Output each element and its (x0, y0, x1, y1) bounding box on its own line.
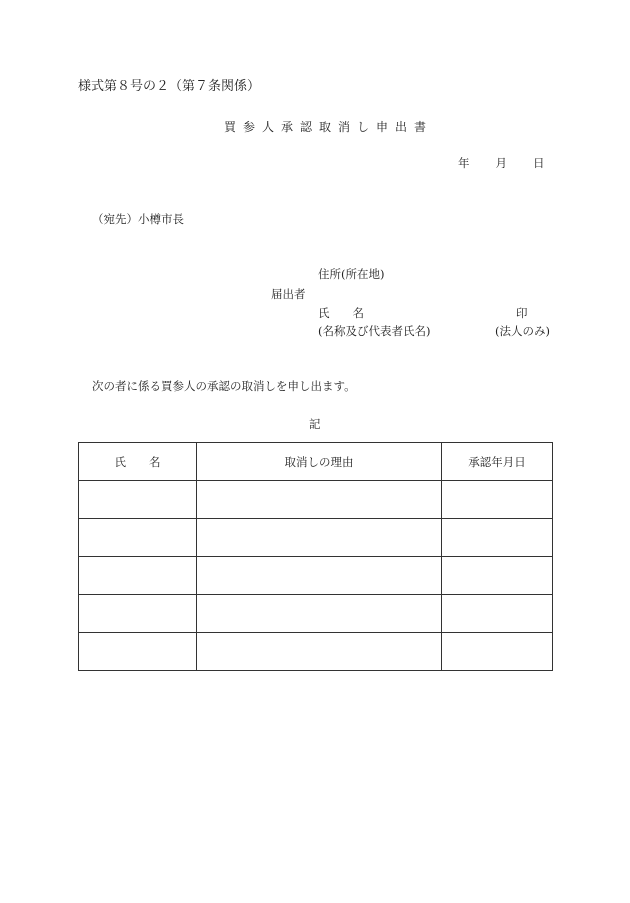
applicant-label: 届出者 (271, 287, 306, 301)
name-cell[interactable] (79, 595, 197, 633)
seal-note: (法人のみ) (495, 324, 550, 338)
name-cell[interactable] (79, 557, 197, 595)
document-title: 買参人承認取消し申出書 (224, 120, 434, 134)
addressee: （宛先）小樽市長 (92, 212, 184, 226)
name-note: (名称及び代表者氏名) (318, 324, 431, 338)
name-cell[interactable] (79, 519, 197, 557)
reason-cell[interactable] (197, 481, 442, 519)
approval-date-cell[interactable] (442, 633, 553, 671)
reason-cell[interactable] (197, 633, 442, 671)
seal-mark: 印 (516, 306, 528, 320)
date-line (458, 156, 545, 170)
header-name: 氏 名 (79, 443, 197, 481)
ki-heading: 記 (309, 417, 321, 431)
table-row (79, 519, 553, 557)
records-table (78, 442, 553, 671)
form-number: 様式第８号の２（第７条関係） (78, 79, 261, 94)
date-day-label: 日 (533, 156, 545, 170)
reason-cell[interactable] (197, 595, 442, 633)
date-month-label: 月 (495, 156, 507, 170)
date-year-label: 年 (458, 156, 470, 170)
approval-date-cell[interactable] (442, 481, 553, 519)
header-reason: 取消しの理由 (197, 443, 442, 481)
table-row (79, 557, 553, 595)
reason-cell[interactable] (197, 557, 442, 595)
header-approval-date: 承認年月日 (442, 443, 553, 481)
table-row (79, 595, 553, 633)
approval-date-cell[interactable] (442, 557, 553, 595)
statement: 次の者に係る買参人の承認の取消しを申し出ます。 (92, 379, 356, 393)
name-cell[interactable] (79, 481, 197, 519)
table-row (79, 481, 553, 519)
approval-date-cell[interactable] (442, 519, 553, 557)
table-header-row (79, 443, 553, 481)
reason-cell[interactable] (197, 519, 442, 557)
table-row (79, 633, 553, 671)
approval-date-cell[interactable] (442, 595, 553, 633)
address-label: 住所(所在地) (318, 267, 385, 281)
name-label: 氏 名 (318, 306, 364, 320)
name-cell[interactable] (79, 633, 197, 671)
